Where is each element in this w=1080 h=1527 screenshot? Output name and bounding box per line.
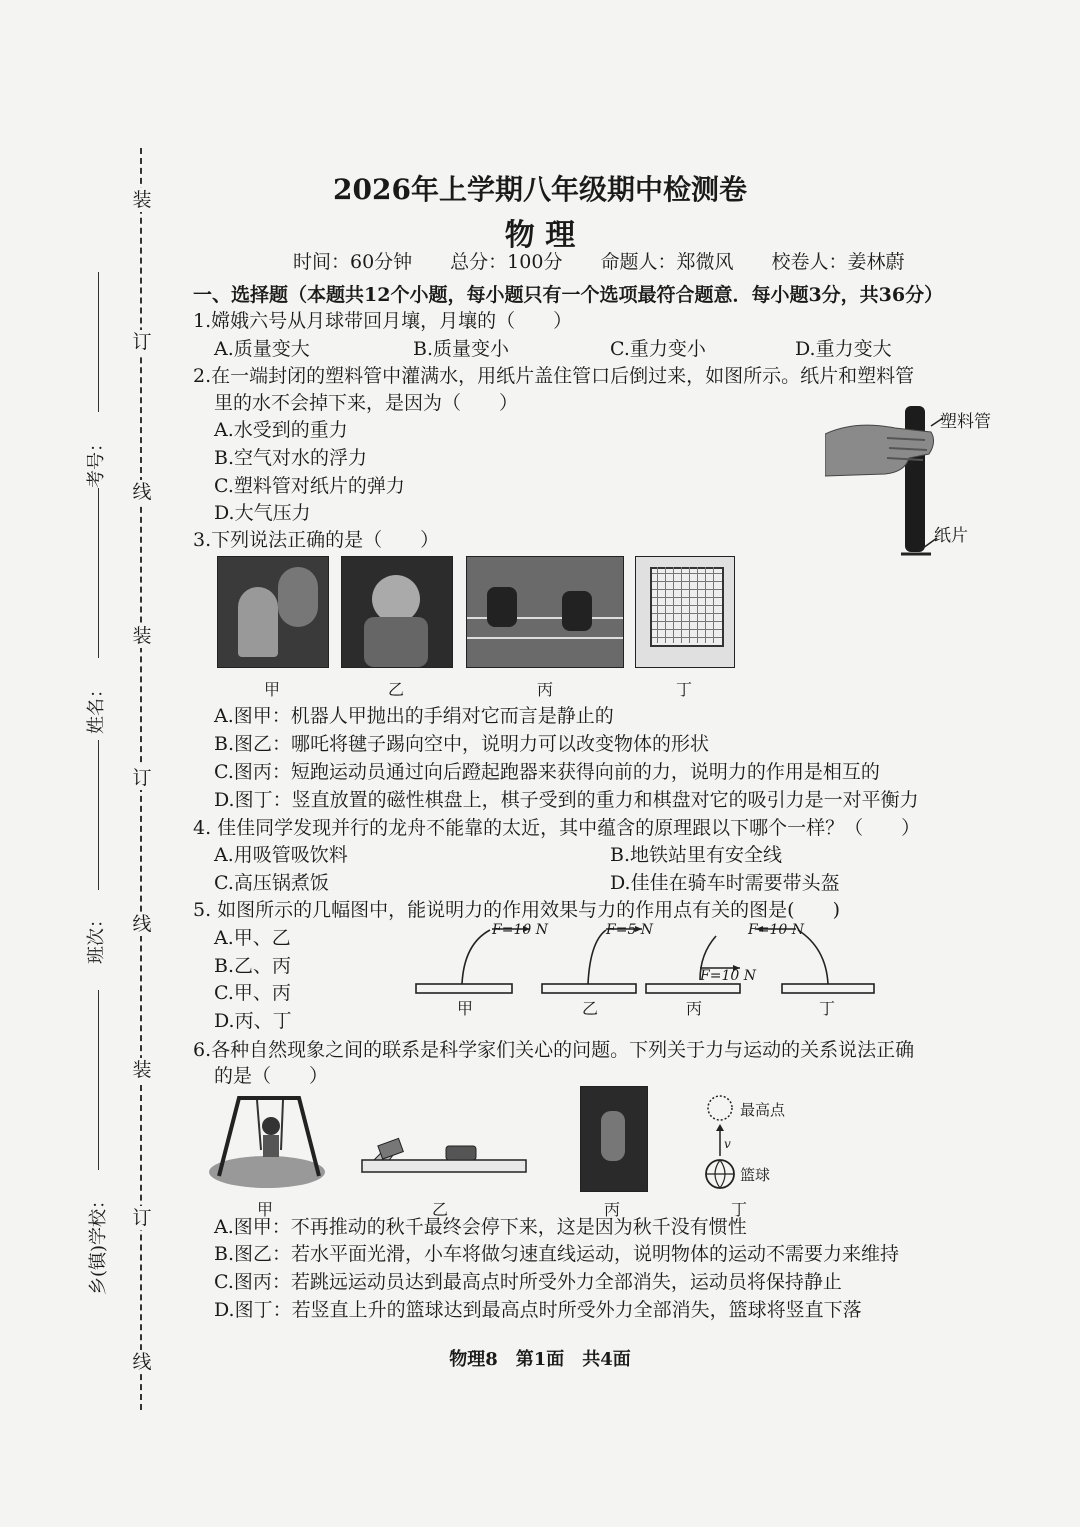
q3-option: C.图丙：短跑运动员通过向后蹬起跑器来获得向前的力，说明力的作用是相互的 xyxy=(214,761,880,783)
q2-option: C.塑料管对纸片的弹力 xyxy=(214,475,405,497)
q6-caption: 丁 xyxy=(730,1200,747,1219)
q5-caption: 丙 xyxy=(685,999,702,1018)
q5-force-label: F=10 N xyxy=(492,922,548,938)
section-heading: 一、选择题（本题共12个小题，每小题只有一个选项最符合题意．每小题3分，共36分） xyxy=(193,284,944,306)
q4-option: B.地铁站里有安全线 xyxy=(610,844,783,866)
q3-stem: 3.下列说法正确的是（ ） xyxy=(193,529,440,551)
q6-caption: 甲 xyxy=(256,1200,273,1219)
q6-caption: 乙 xyxy=(431,1200,448,1219)
q3-option: A.图甲：机器人甲抛出的手绢对它而言是静止的 xyxy=(214,705,614,727)
q3-photo-jia xyxy=(217,556,329,668)
q5-option: A.甲、乙 xyxy=(214,927,291,949)
q3-photo-ding xyxy=(635,556,735,668)
q2-stem: 2.在一端封闭的塑料管中灌满水，用纸片盖住管口后倒过来，如图所示。纸片和塑料管 xyxy=(193,365,915,387)
exam-no-label: 考号： xyxy=(86,434,107,488)
q5-caption: 乙 xyxy=(581,999,598,1018)
class-label: 班次： xyxy=(86,910,107,964)
name-line xyxy=(98,740,99,890)
q5-option: B.乙、丙 xyxy=(214,955,292,977)
binding-mark: 订 xyxy=(130,766,154,790)
q6-option: B.图乙：若水平面光滑，小车将做匀速直线运动，说明物体的运动不需要力来维持 xyxy=(214,1243,900,1265)
binding-mark: 线 xyxy=(130,480,154,504)
q5-stem: 5. 如图所示的几幅图中，能说明力的作用效果与力的作用点有关的图是( ) xyxy=(193,899,840,921)
q1-option: D.重力变大 xyxy=(795,338,892,360)
top-point-label: 最高点 xyxy=(740,1101,786,1119)
q5-option: C.甲、丙 xyxy=(214,982,291,1004)
q5-caption: 丁 xyxy=(818,999,835,1018)
tube-label: 塑料管 xyxy=(940,412,991,432)
q5-force-label: F=10 N xyxy=(748,922,804,938)
q5-option: D.丙、丁 xyxy=(214,1010,292,1032)
q4-stem: 4. 佳佳同学发现并行的龙舟不能靠的太近，其中蕴含的原理跟以下哪个一样？（ ） xyxy=(193,817,921,839)
binding-mark: 订 xyxy=(130,1206,154,1230)
q5-force-label: F=5 N xyxy=(606,922,654,938)
q6-stem: 的是（ ） xyxy=(214,1065,329,1087)
q4-option: D.佳佳在骑车时需要带头盔 xyxy=(610,872,840,894)
basketball-label: 篮球 xyxy=(740,1166,771,1184)
name-label: 姓名： xyxy=(86,680,107,734)
binding-mark: 装 xyxy=(130,188,154,212)
q6-option: A.图甲：不再推动的秋千最终会停下来，这是因为秋千没有惯性 xyxy=(214,1216,747,1238)
binding-mark: 线 xyxy=(130,912,154,936)
school-label: 乡(镇)学校： xyxy=(88,1190,110,1296)
q1-option: B.质量变小 xyxy=(413,338,510,360)
binding-mark: 订 xyxy=(130,330,154,354)
q6-option: D.图丁：若竖直上升的篮球达到最高点时所受外力全部消失，篮球将竖直下落 xyxy=(214,1299,862,1321)
q2-option: A.水受到的重力 xyxy=(214,419,348,441)
q4-option: C.高压锅煮饭 xyxy=(214,872,329,894)
page-title: 2026年上学期八年级期中检测卷 xyxy=(333,173,747,206)
q6-caption: 丙 xyxy=(603,1200,620,1219)
q3-photo-bing xyxy=(466,556,624,668)
exam-info: 时间：60分钟 总分：100分 命题人：郑微风 校卷人：姜林蔚 xyxy=(293,251,905,273)
q3-caption: 丁 xyxy=(675,680,692,699)
class-line xyxy=(98,990,99,1170)
q6-swing-figure xyxy=(205,1090,330,1192)
q6-photo-bing xyxy=(580,1086,648,1192)
binding-mark: 装 xyxy=(130,624,154,648)
q5-force-label: F=10 N xyxy=(700,968,756,984)
binding-mark: 装 xyxy=(130,1058,154,1082)
q2-stem: 里的水不会掉下来，是因为（ ） xyxy=(214,392,519,414)
q2-option: B.空气对水的浮力 xyxy=(214,447,368,469)
q1-option: A.质量变大 xyxy=(214,338,310,360)
q2-option: D.大气压力 xyxy=(214,502,311,524)
q3-photo-yi xyxy=(341,556,453,668)
q4-option: A.用吸管吸饮料 xyxy=(214,844,348,866)
q3-caption: 丙 xyxy=(536,680,553,699)
q3-caption: 乙 xyxy=(387,680,404,699)
q3-option: B.图乙：哪吒将毽子踢向空中，说明力可以改变物体的形状 xyxy=(214,733,710,755)
q1-stem: 1.嫦娥六号从月球带回月壤，月壤的（ ） xyxy=(193,310,573,332)
paper-label: 纸片 xyxy=(934,526,968,546)
exam-no-line xyxy=(98,488,99,658)
exam-no-line xyxy=(98,272,99,412)
q3-caption: 甲 xyxy=(263,680,280,699)
q6-stem: 6.各种自然现象之间的联系是科学家们关心的问题。下列关于力与运动的关系说法正确 xyxy=(193,1039,915,1061)
q6-basketball-figure xyxy=(700,1094,740,1194)
q6-cart-figure xyxy=(360,1132,530,1182)
subject-title: 物 理 xyxy=(504,218,576,253)
q6-option: C.图丙：若跳远运动员达到最高点时所受外力全部消失，运动员将保持静止 xyxy=(214,1271,842,1293)
q1-option: C.重力变小 xyxy=(610,338,706,360)
q3-option: D.图丁：竖直放置的磁性棋盘上，棋子受到的重力和棋盘对它的吸引力是一对平衡力 xyxy=(214,789,919,811)
page-footer: 物理8 第1面 共4面 xyxy=(449,1349,631,1370)
velocity-label: v xyxy=(724,1137,731,1151)
binding-mark: 线 xyxy=(130,1350,154,1374)
q5-caption: 甲 xyxy=(456,999,473,1018)
